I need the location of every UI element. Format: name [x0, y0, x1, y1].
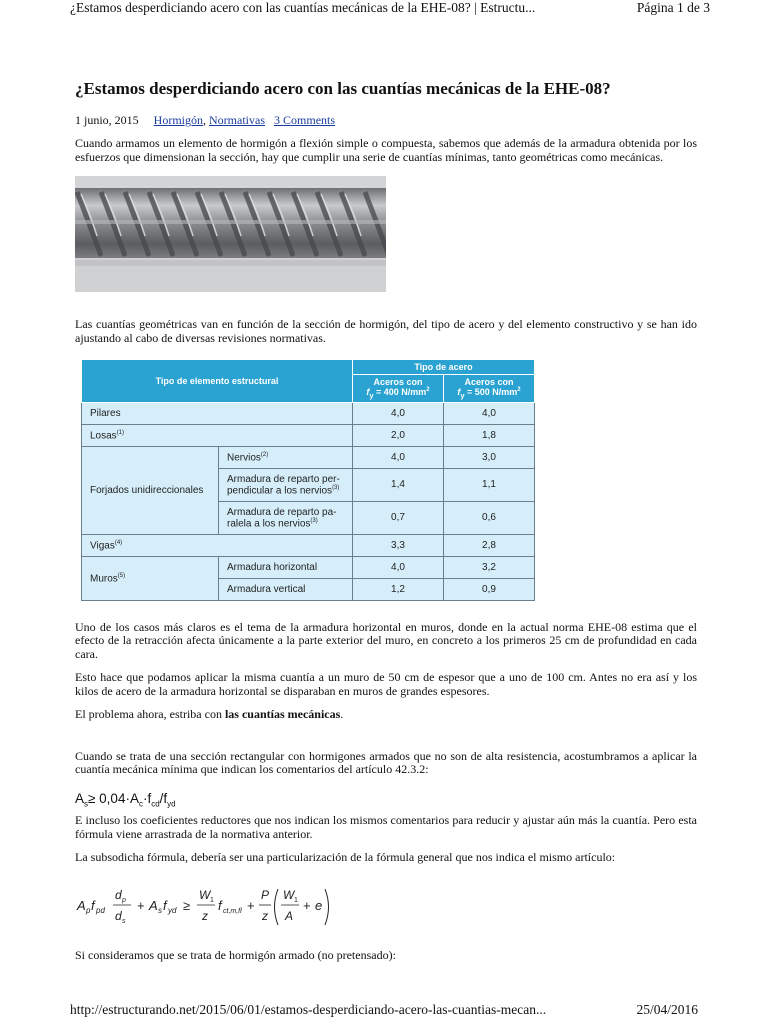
- svg-text:s: s: [122, 917, 126, 925]
- article-meta: 1 junio, 2015 Hormigón, Normativas 3 Comments: [75, 113, 336, 127]
- comments-link[interactable]: 3 Comments: [274, 113, 336, 127]
- svg-text:f: f: [163, 897, 167, 913]
- cuantias-table-container: [81, 359, 535, 601]
- cuantias-table: [81, 359, 535, 601]
- svg-text:e: e: [315, 897, 323, 913]
- paragraph-muros: Uno de los casos más claros es el tema de la armadura horizontal en muros, donde en la actual norma EHE-08 estima que el efecto de la retracción afecta únicamente a la parte exterior del muro, en concreto a los primeros 25 cm de profundidad en cada cara.: [75, 619, 697, 661]
- header-tipo-elemento: Tipo de elemento estructural: [82, 360, 353, 403]
- svg-text:1: 1: [210, 896, 214, 904]
- svg-text:z: z: [202, 908, 208, 923]
- table-row: Losas$^{(1)}$ 2,0 1,8: [82, 424, 535, 446]
- table-row: Forjados unidireccionales Nervios$^{(2)}$ 4,0 3,0: [82, 446, 535, 468]
- svg-text:z: z: [262, 908, 268, 923]
- table-row: Pilares 4,0 4,0: [82, 402, 535, 424]
- print-footer: [70, 1002, 698, 1022]
- svg-text:p: p: [86, 905, 91, 915]
- svg-text:f: f: [218, 897, 222, 913]
- svg-text:s: s: [158, 905, 162, 915]
- svg-text:W: W: [283, 887, 295, 902]
- header-acero-400: Aceros con $f_y = 400$ $N/mm^2$: [353, 375, 444, 403]
- header-tipo-acero: Tipo de acero: [353, 360, 535, 375]
- paragraph-no-pretensado: Si consideramos que se trata de hormigón armado (no pretensado):: [75, 947, 396, 962]
- article-date: 1 junio, 2015: [75, 113, 139, 127]
- svg-text:W: W: [199, 887, 211, 902]
- paragraph-formula-general: La subsodicha fórmula, debería ser una particularización de la fórmula general que nos indica el mismo artículo:: [75, 850, 616, 865]
- svg-text:1: 1: [294, 896, 298, 904]
- category-link-normativas[interactable]: Normativas: [209, 113, 266, 127]
- formula-cuantia-minima: $A_s\ge 0,04\cdot A_c\cdot f_{cd}/f_{yd}$: [75, 790, 176, 809]
- paragraph-seccion-rectangular: Cuando se trata de una sección rectangular con hormigones armados que no son de alta resistencia, acostumbramos a aplicar la cuantía mecánica mínima que indican los comentarios del artículo 42.3.2:: [75, 748, 697, 777]
- paragraph-problema: El problema ahora, estriba con las cuantías mecánicas.: [75, 707, 344, 722]
- paragraph-coeficientes: E incluso los coeficientes reductores que nos indican los mismos comentarios para reducir y ajustar aún más la cuantía. Pero esta fórmula viene arrastrada de la normativa anterior.: [75, 813, 697, 841]
- table-row: Armadura vertical 1,2 0,9: [82, 578, 535, 600]
- rebar-image: [75, 176, 386, 292]
- svg-text:d: d: [115, 887, 122, 902]
- svg-text:+: +: [303, 897, 311, 913]
- svg-text:P: P: [261, 887, 270, 902]
- header-acero-500: Aceros con $f_y = 500$ $N/mm^2$: [444, 375, 535, 403]
- table-row: Vigas$^{(4)}$ 3,3 2,8: [82, 534, 535, 556]
- article: [75, 78, 697, 962]
- svg-text:A: A: [285, 908, 294, 923]
- svg-text:f: f: [91, 897, 95, 913]
- paragraph-intro: Cuando armamos un elemento de hormigón a flexión simple o compuesta, sabemos que además de la armadura obtenida por los esfuerzos que dimensionan la sección, hay que cumplir una serie de cuantías mínimas, tanto geométricas como mecánicas.: [75, 136, 697, 164]
- svg-text:pd: pd: [96, 905, 105, 915]
- svg-text:+: +: [137, 897, 145, 913]
- svg-text:A: A: [77, 897, 86, 913]
- print-header: [70, 0, 710, 18]
- bold-cuantias-mecanicas: las cuantías mecánicas: [224, 707, 341, 722]
- paragraph-geometric: Las cuantías geométricas van en función de la sección de hormigón, del tipo de acero y del elemento constructivo y se han ido ajustando al cabo de diversas revisiones normativas.: [75, 317, 697, 345]
- article-title: ¿Estamos desperdiciando acero con las cuantías mecánicas de la EHE-08?: [75, 79, 611, 98]
- print-header-title: ¿Estamos desperdiciando acero con las cuantías mecánicas de la EHE-08? | Estructu...: [70, 0, 536, 15]
- svg-text:≥: ≥: [183, 897, 191, 913]
- table-row: Muros$^{(5)}$ Armadura horizontal 4,0 3,2: [82, 556, 535, 578]
- svg-text:yd: yd: [168, 905, 177, 915]
- print-header-page: Página 1 de 3: [636, 0, 710, 15]
- category-link-hormigon[interactable]: Hormigón: [153, 113, 204, 127]
- svg-text:A: A: [149, 897, 158, 913]
- table-row: Armadura de reparto per-pendicular a los nervios$^{(3)}$ 1,4 1,1: [82, 468, 535, 501]
- svg-text:d: d: [115, 908, 122, 923]
- rebar-illustration: [75, 176, 386, 292]
- svg-text:+: +: [247, 897, 255, 913]
- formula-general-graphic: [75, 875, 335, 935]
- formula-general-image: [75, 875, 697, 935]
- print-footer-date: 25/04/2016: [636, 1002, 698, 1017]
- svg-text:p: p: [122, 896, 126, 904]
- table-row: Armadura de reparto pa-ralela a los nervios$^{(3)}$ 0,7 0,6: [82, 501, 535, 534]
- paragraph-espesor: Esto hace que podamos aplicar la misma cuantía a un muro de 50 cm de espesor que a uno de 100 cm. Antes no era así y los kilos de acero de la armadura horizontal se disparaban en muros de grandes espesores.: [75, 670, 697, 698]
- print-footer-url: http://estructurando.net/2015/06/01/estamos-desperdiciando-acero-las-cuantias-mecan...: [70, 1002, 547, 1017]
- svg-text:ct,m,fl: ct,m,fl: [223, 907, 242, 915]
